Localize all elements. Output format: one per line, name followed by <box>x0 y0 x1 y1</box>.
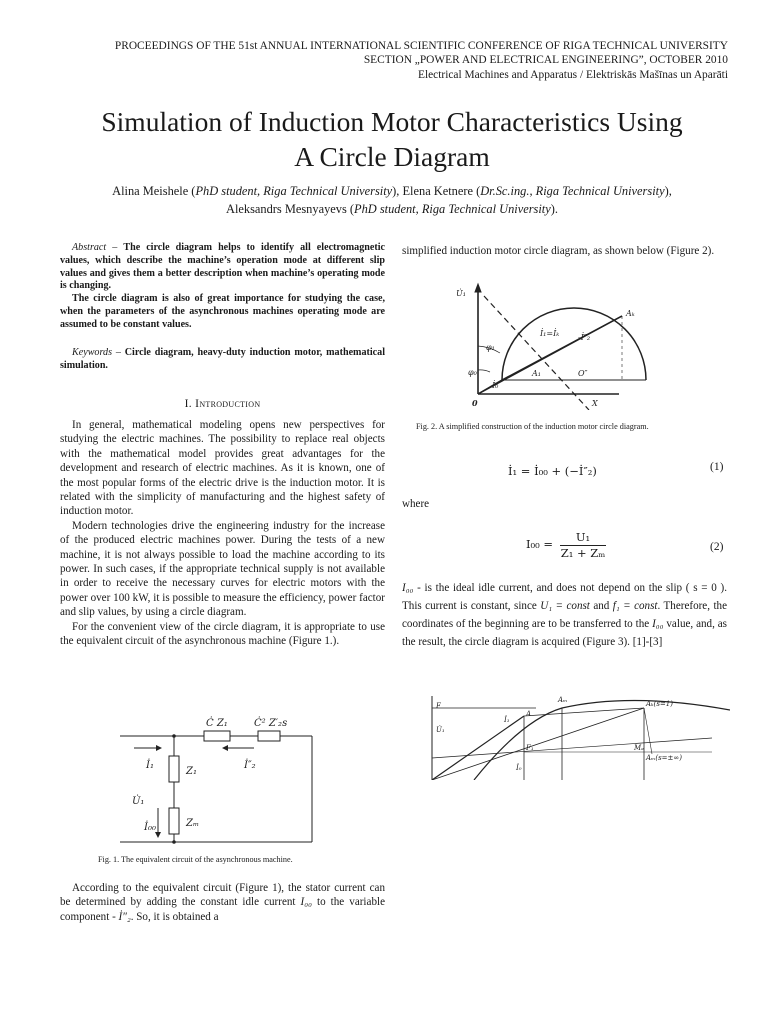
fig3-label-ak: Aₖ(s=1) <box>646 700 673 708</box>
equation-1-number: (1) <box>710 461 724 473</box>
abstract-p1: The circle diagram helps to identify all electromagnetic values, which describe the machine’s operation mode at different slip values and gives them a better description when machine’s operating mode is changing. <box>60 242 385 292</box>
fig3-label-a: A <box>526 710 532 718</box>
equation-2-lhs: I₀₀ = <box>526 537 554 551</box>
equation-2-fraction <box>560 530 606 560</box>
fig2-label-x: X <box>592 399 598 408</box>
fig1-label-z1: Z₁ <box>186 766 197 777</box>
fig1-label-i2: İ″₂ <box>244 760 256 771</box>
section-heading: I. Introduction <box>184 397 261 410</box>
fig1-label-z2-top: Ċ² Z′₂s <box>254 718 288 729</box>
fig2-label-i1ik: İ₁=İₖ <box>540 329 560 338</box>
right-paragraph-2: I₀₀ - is the ideal idle current, and does not depend on the slip ( s = 0 ). This current is constant, since U₁ = const and f₁ = const. Therefore, the coordinates of the beginning are to be transferred to the I₀₀ value, and, as the result, the circle diagram is acquired (Figure 3). [1]-[3] <box>402 582 727 648</box>
equation-2-numerator: U₁ <box>560 530 606 546</box>
fig2-label-origin: 0 <box>472 398 478 408</box>
fig3-label-as: Aₘ(s=±∞) <box>646 754 682 762</box>
figure-2-caption: Fig. 2. A simplified construction of the induction motor circle diagram. <box>416 422 649 431</box>
equation-2-number: (2) <box>710 541 724 553</box>
where-text: where <box>402 498 430 510</box>
fig1-label-i1: İ₁ <box>146 760 154 771</box>
abstract: Abstract – The circle diagram helps to identify all electromagnetic values, which describe the machine’s operation mode at different slip values and gives them a better description when machine’s operating mode is changing. The circle diagram is also of great importance for studying the case, when the parameters of the asynchronous machines operating mode are assumed to be constant values. <box>60 242 385 330</box>
fig3-label-i1: İ₁ <box>504 716 510 724</box>
fig1-label-z1-top: Ċ Z₁ <box>206 718 228 729</box>
intro-paragraph-2: Modern technologies drive the engineering industry for the increase of the produced electric machines power. During the tests of a new machine, it is not always possible to load the machine according to its power. In such cases, if the appropriate technical supply is not available in order to receive the necessary curves for electric motors with the power over 100 kW, it is possible to measure the efficiency, power factor and slip values, by using a circle diagram. <box>60 519 385 619</box>
abstract-p2: The circle diagram is also of great importance for studying the case, when the parameters of the asynchronous machines operating mode are assumed to be constant values. <box>60 293 385 330</box>
fig2-label-phi0: φ₀ <box>468 368 477 377</box>
intro-paragraph-1: In general, mathematical modeling opens new perspectives for studying the electric machines. The possibility to replace real objects with the mathematical model provides great advantages for the development and research of electric machines. As it is known, one of the most popular forms of the electric drive is the induction motor. It is related with the simplicity of manufacturing and the highest safety of induction motor. <box>60 419 385 518</box>
right-paragraph-1: simplified induction motor circle diagram, as shown below (Figure 2). <box>402 245 715 257</box>
fig3-label-ma: Mₐ <box>634 744 644 752</box>
conference-header <box>115 40 728 83</box>
equation-2-denominator: Z₁ + Zₘ <box>560 546 606 560</box>
fig2-label-i0: İ₀ <box>492 381 499 390</box>
header-line-1: PROCEEDINGS OF THE 51st ANNUAL INTERNATIONAL SCIENTIFIC CONFERENCE OF RIGA TECHNICAL UNIVERSITY <box>114 40 728 52</box>
fig2-label-ak: Aₖ <box>626 309 635 318</box>
fig1-label-zm: Zₘ <box>186 818 200 829</box>
header-line-3: Electrical Machines and Apparatus / Elektriskās Mašīnas un Aparāti <box>418 69 728 82</box>
fig3-label-i0: İ₀ <box>516 764 522 772</box>
intro-paragraph-3: For the convenient view of the circle diagram, it is appropriate to use the equivalent circuit of the asynchronous machine (Figure 1.). <box>60 620 385 648</box>
abstract-label: Abstract <box>72 242 107 253</box>
fig2-label-u1: U̇₁ <box>456 289 466 298</box>
fig3-label-am: Aₘ <box>558 696 568 704</box>
fig2-label-o: O″ <box>578 369 588 378</box>
figure-1-equivalent-circuit <box>120 708 330 846</box>
fig2-label-phi1: φ₁ <box>486 343 495 352</box>
fig2-label-a1: A₁ <box>532 369 541 378</box>
authors: Alina Meishele (PhD student, Riga Technical University), Elena Ketnere (Dr.Sc.ing., Riga Technical University), Aleksandrs Mesnyayevs (PhD student, Riga Technical University). <box>112 184 672 216</box>
header-line-2: SECTION „POWER AND ELECTRICAL ENGINEERING”, OCTOBER 2010 <box>363 53 728 66</box>
fig1-label-i00: İ₀₀ <box>144 822 156 833</box>
keywords: Keywords – Circle diagram, heavy-duty induction motor, mathematical simulation. <box>60 347 386 371</box>
figure-2-circle-diagram <box>444 280 714 410</box>
fig3-label-u1: U̇₁ <box>436 726 445 734</box>
fig1-label-u1: U̇₁ <box>132 796 145 807</box>
equation-1: İ₁ = İ₀₀ + (−İ″₂) <box>508 464 597 478</box>
fig3-label-f: F <box>436 702 441 710</box>
fig2-label-i2: -İ″₂ <box>578 333 591 342</box>
fig3-label-f1: F₁ <box>526 744 534 752</box>
figure-3-circle-diagram <box>412 690 730 780</box>
figure-1-caption: Fig. 1. The equivalent circuit of the asynchronous machine. <box>98 855 293 864</box>
paper-title: Simulation of Induction Motor Characteristics Using A Circle Diagram <box>101 106 683 172</box>
intro-paragraph-4: According to the equivalent circuit (Figure 1), the stator current can be determined by adding the constant idle current I₀₀ to the variable component - İ″₂. So, it is obtained a <box>60 882 385 923</box>
introduction-body <box>60 418 385 649</box>
